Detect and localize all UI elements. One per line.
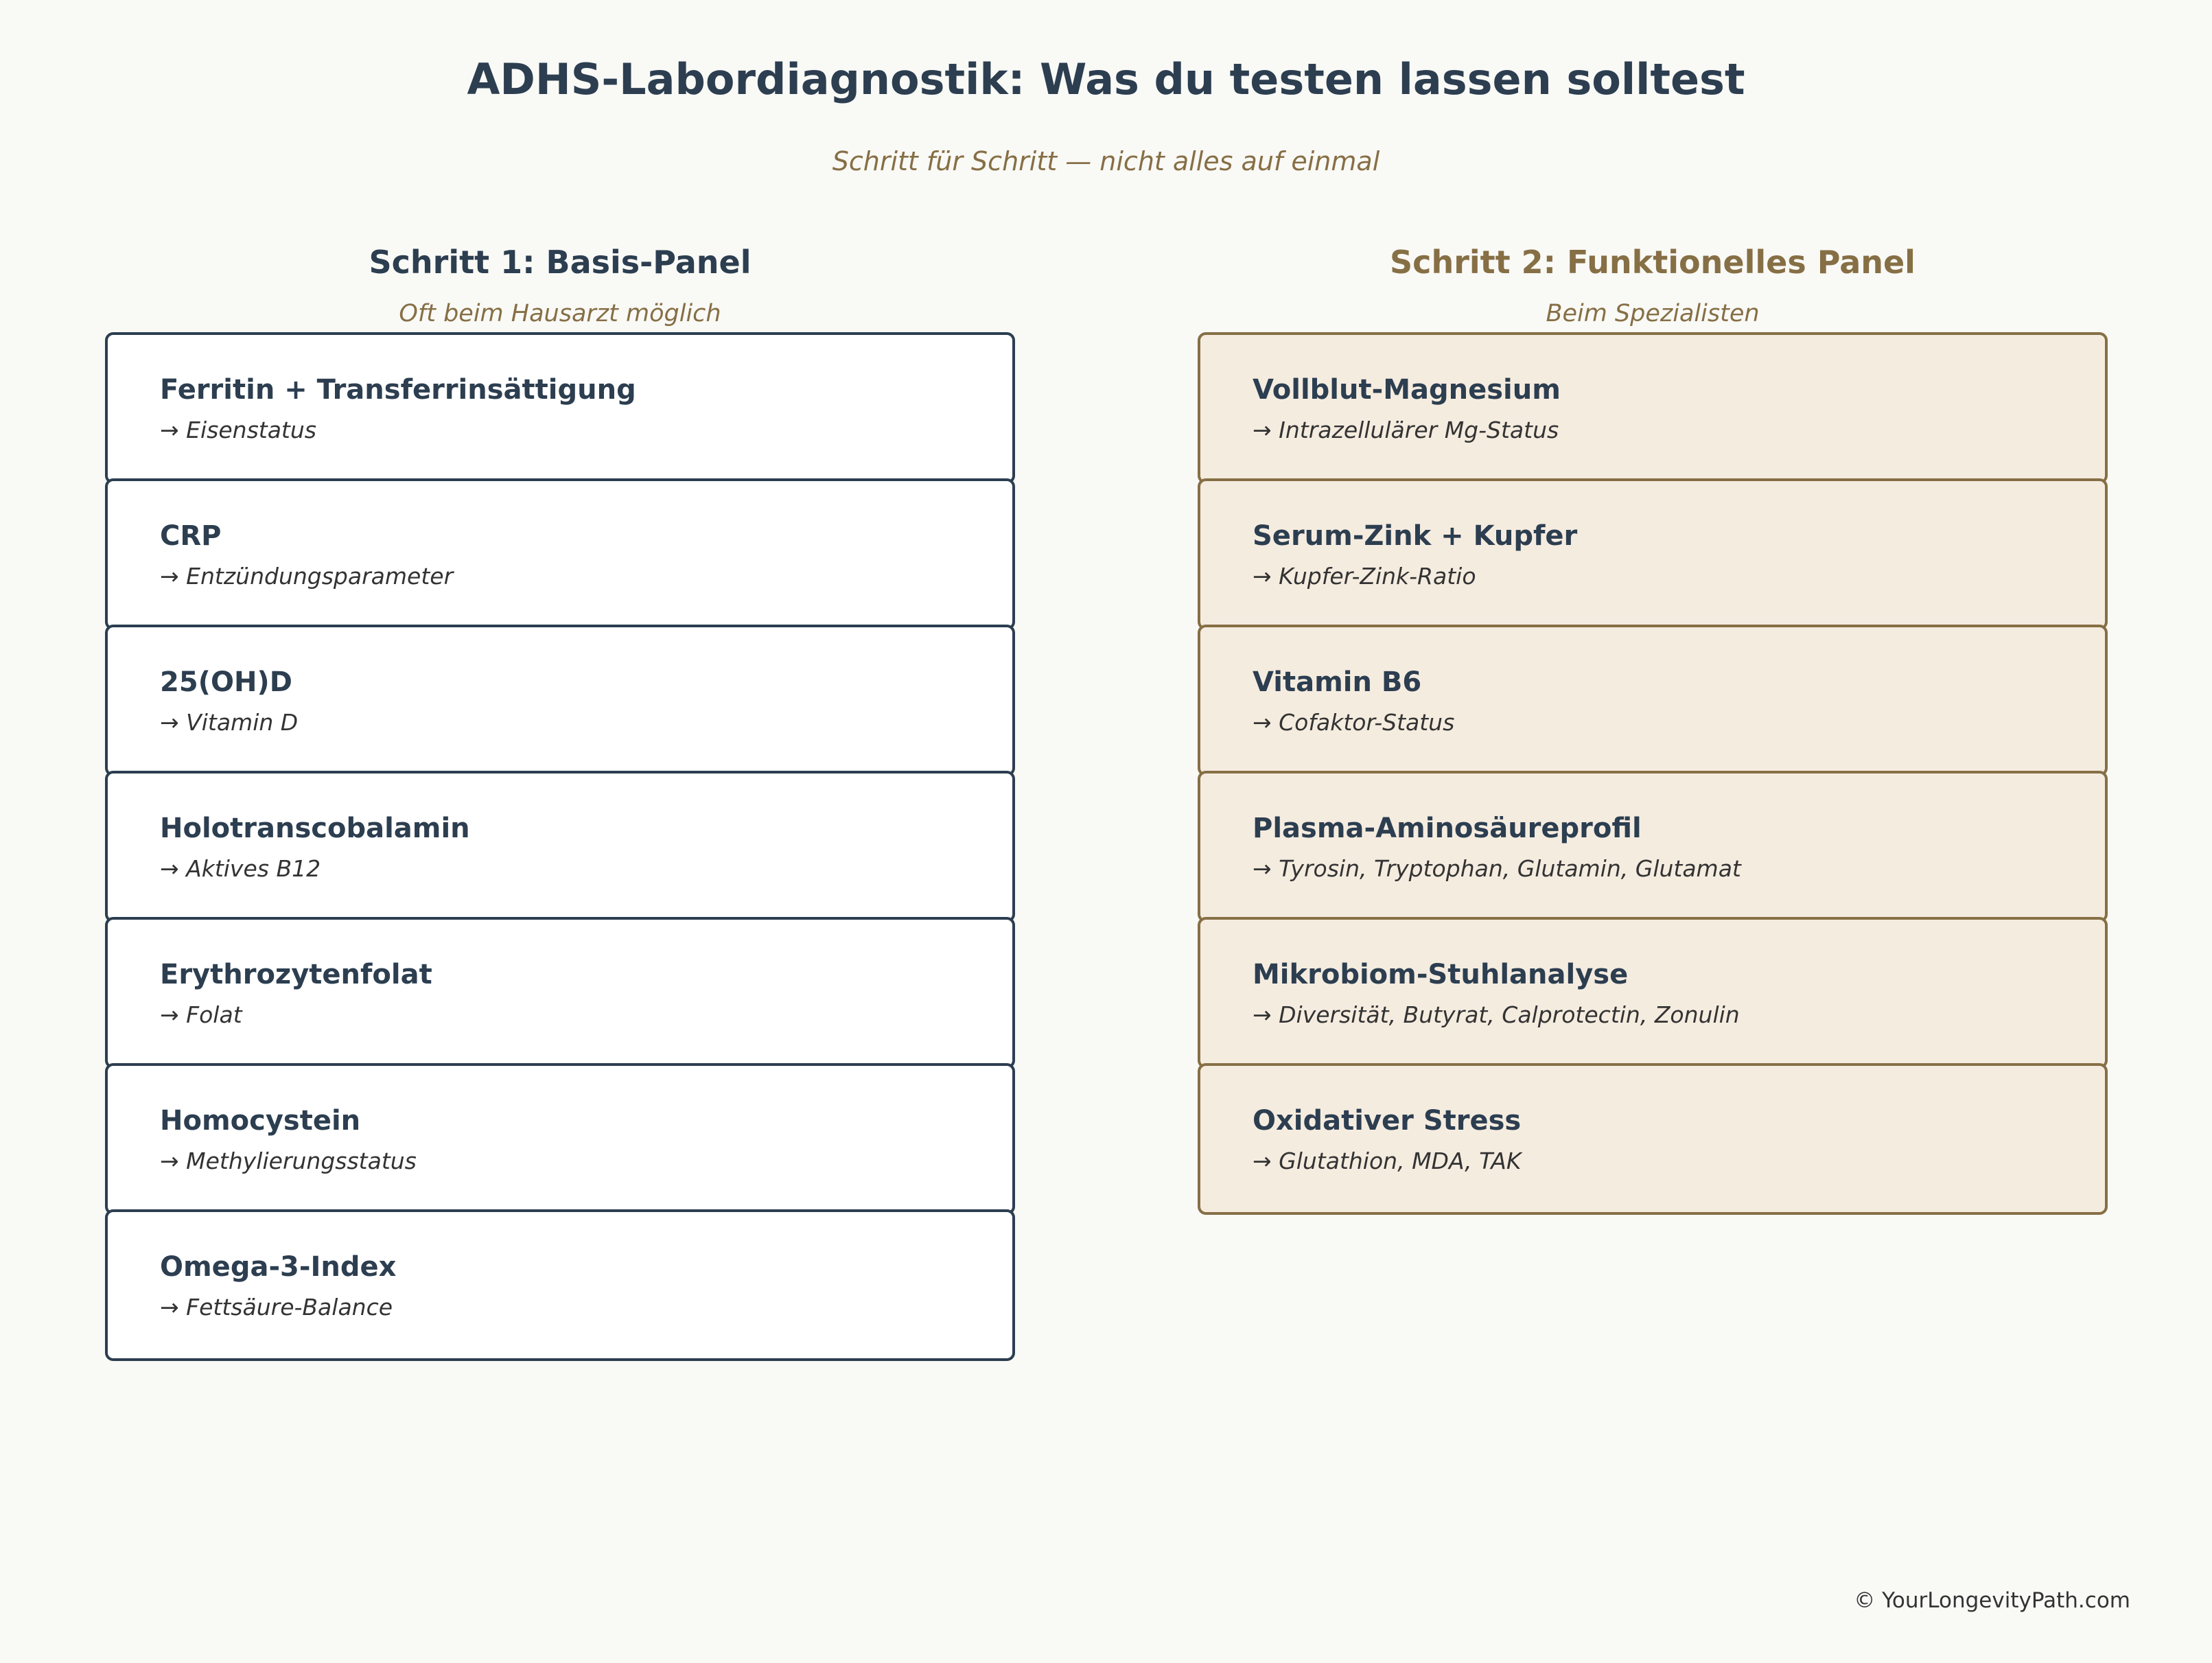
card-title: Oxidativer Stress	[1253, 1105, 1522, 1137]
step1-card-ferritin	[105, 332, 1015, 484]
card-description: → Cofaktor-Status	[1253, 709, 1455, 736]
card-title: Holotranscobalamin	[160, 813, 470, 844]
card-description: → Methylierungsstatus	[160, 1148, 417, 1174]
card-description: → Vitamin D	[160, 709, 299, 736]
card-title: CRP	[160, 520, 222, 552]
step2-subheading: Beim Spezialisten	[1546, 300, 1760, 327]
step1-card-list	[105, 332, 1015, 1361]
card-description: → Glutathion, MDA, TAK	[1253, 1148, 1522, 1174]
step1-card-vitamin-d	[105, 625, 1015, 776]
step2-card-oxidativer-stress	[1198, 1063, 2108, 1215]
card-title: Mikrobiom-Stuhlanalyse	[1253, 959, 1629, 990]
card-description: → Fettsäure-Balance	[160, 1294, 393, 1321]
step1-subheading: Oft beim Hausarzt möglich	[399, 300, 721, 327]
copyright-footer: © YourLongevityPath.com	[1854, 1588, 2130, 1613]
step1-card-omega3	[105, 1209, 1015, 1361]
step1-column	[105, 240, 1015, 1356]
step2-card-vitamin-b6	[1198, 625, 2108, 776]
step1-card-holotranscobalamin	[105, 771, 1015, 922]
card-description: → Intrazellulärer Mg-Status	[1253, 417, 1559, 443]
card-title: Plasma-Aminosäureprofil	[1253, 813, 1642, 844]
step2-card-magnesium	[1198, 332, 2108, 484]
step2-card-aminosaeureprofil	[1198, 771, 2108, 922]
step1-card-homocystein	[105, 1063, 1015, 1215]
card-title: Omega-3-Index	[160, 1251, 397, 1283]
card-title: Vollblut-Magnesium	[1253, 374, 1561, 406]
step2-card-zink-kupfer	[1198, 478, 2108, 630]
step2-column	[1198, 240, 2108, 1209]
card-description: → Folat	[160, 1001, 242, 1028]
step1-heading: Schritt 1: Basis-Panel	[369, 244, 752, 281]
card-title: Vitamin B6	[1253, 666, 1422, 698]
page-subtitle: Schritt für Schritt — nicht alles auf einmal	[832, 146, 1380, 176]
card-title: Ferritin + Transferrinsättigung	[160, 374, 636, 406]
step1-card-erythrozytenfolat	[105, 917, 1015, 1069]
step2-heading: Schritt 2: Funktionelles Panel	[1390, 244, 1916, 281]
card-description: → Kupfer-Zink-Ratio	[1253, 563, 1476, 590]
page-title: ADHS-Labordiagnostik: Was du testen lassen solltest	[467, 54, 1745, 104]
card-title: Homocystein	[160, 1105, 361, 1137]
card-description: → Entzündungsparameter	[160, 563, 454, 590]
card-description: → Tyrosin, Tryptophan, Glutamin, Glutamat	[1253, 855, 1741, 882]
card-description: → Diversität, Butyrat, Calprotectin, Zonulin	[1253, 1001, 1740, 1028]
card-title: 25(OH)D	[160, 666, 292, 698]
step2-card-list	[1198, 332, 2108, 1215]
step2-card-mikrobiom	[1198, 917, 2108, 1069]
card-title: Serum-Zink + Kupfer	[1253, 520, 1578, 552]
card-description: → Aktives B12	[160, 855, 321, 882]
card-title: Erythrozytenfolat	[160, 959, 432, 990]
step1-card-crp	[105, 478, 1015, 630]
card-description: → Eisenstatus	[160, 417, 316, 443]
